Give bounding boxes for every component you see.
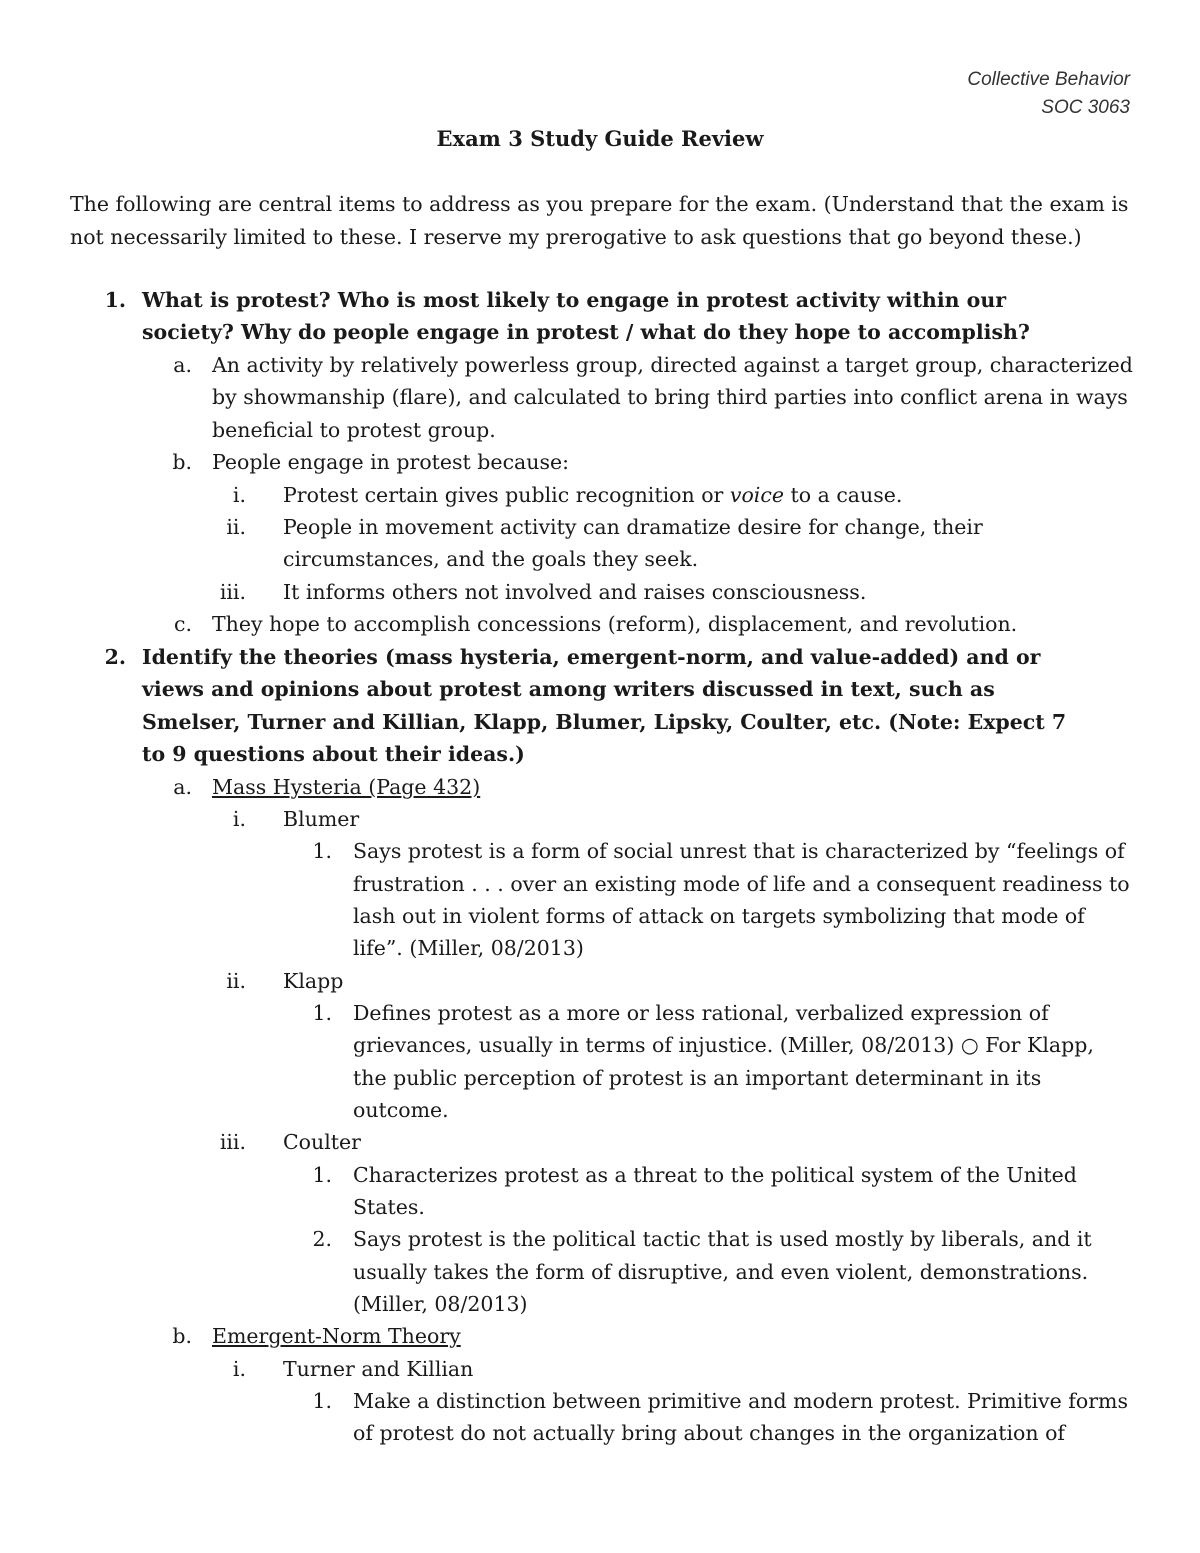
list-text: They hope to accomplish concessions (reform), displacement, and revolution. bbox=[212, 612, 1018, 636]
course-name: Collective Behavior bbox=[967, 69, 1130, 90]
list-marker: 1. bbox=[312, 1163, 332, 1187]
section-heading: Emergent-Norm Theory bbox=[212, 1324, 461, 1348]
list-marker: ii. bbox=[226, 515, 246, 539]
list-marker: 1. bbox=[312, 1389, 332, 1413]
list-marker: i. bbox=[232, 807, 246, 831]
author-name: Blumer bbox=[283, 807, 360, 831]
list-text: Says protest is the political tactic that is used mostly by liberals, and it bbox=[353, 1227, 1092, 1251]
list-marker: ii. bbox=[226, 969, 246, 993]
list-text: It informs others not involved and raises consciousness. bbox=[283, 580, 867, 604]
list-text: life”. (Miller, 08/2013) bbox=[353, 936, 584, 960]
question-text: views and opinions about protest among writers discussed in text, such as bbox=[142, 677, 995, 701]
list-text: grievances, usually in terms of injustice. (Miller, 08/2013) ○ For Klapp, bbox=[353, 1033, 1094, 1057]
question-text: Smelser, Turner and Killian, Klapp, Blumer, Lipsky, Coulter, etc. (Note: Expect 7 bbox=[142, 710, 1067, 734]
list-text: Characterizes protest as a threat to the political system of the United bbox=[353, 1163, 1077, 1187]
list-marker: b. bbox=[172, 1324, 192, 1348]
list-text: Says protest is a form of social unrest that is characterized by “feelings of bbox=[353, 839, 1125, 863]
intro-line: not necessarily limited to these. I reserve my prerogative to ask questions that go beyond these.) bbox=[70, 224, 1082, 249]
list-marker: c. bbox=[174, 612, 192, 636]
list-text: Make a distinction between primitive and modern protest. Primitive forms bbox=[353, 1389, 1128, 1413]
list-marker: a. bbox=[173, 353, 192, 377]
list-marker: 1. bbox=[312, 839, 332, 863]
page-title: Exam 3 Study Guide Review bbox=[436, 126, 764, 151]
list-text: outcome. bbox=[353, 1098, 449, 1122]
list-marker: iii. bbox=[219, 580, 246, 604]
list-text: frustration . . . over an existing mode of life and a consequent readiness to bbox=[353, 872, 1130, 896]
list-text: States. bbox=[353, 1195, 425, 1219]
list-text: (Miller, 08/2013) bbox=[353, 1292, 528, 1316]
list-text: lash out in violent forms of attack on targets symbolizing that mode of bbox=[353, 904, 1085, 928]
list-marker: i. bbox=[232, 1357, 246, 1381]
section-heading: Mass Hysteria (Page 432) bbox=[212, 775, 481, 799]
list-text: of protest do not actually bring about changes in the organization of bbox=[353, 1421, 1065, 1445]
list-marker: i. bbox=[232, 483, 246, 507]
course-code: SOC 3063 bbox=[1041, 97, 1130, 118]
author-name: Klapp bbox=[283, 969, 344, 993]
list-text: by showmanship (flare), and calculated to bring third parties into conflict arena in ways bbox=[212, 385, 1128, 409]
question-text: to 9 questions about their ideas.) bbox=[142, 742, 525, 766]
list-marker: a. bbox=[173, 775, 192, 799]
list-marker: b. bbox=[172, 450, 192, 474]
list-text: beneficial to protest group. bbox=[212, 418, 496, 442]
question-text: What is protest? Who is most likely to engage in protest activity within our bbox=[142, 288, 1007, 312]
list-text: People engage in protest because: bbox=[212, 450, 570, 474]
author-name: Turner and Killian bbox=[283, 1357, 474, 1381]
list-text: People in movement activity can dramatize desire for change, their bbox=[283, 515, 983, 539]
list-marker: 2. bbox=[312, 1227, 332, 1251]
list-text: the public perception of protest is an important determinant in its bbox=[353, 1066, 1042, 1090]
list-text: usually takes the form of disruptive, and even violent, demonstrations. bbox=[353, 1260, 1089, 1284]
list-text: An activity by relatively powerless group, directed against a target group, characterized bbox=[212, 353, 1133, 377]
question-text: society? Why do people engage in protest / what do they hope to accomplish? bbox=[142, 320, 1030, 344]
list-marker: iii. bbox=[219, 1130, 246, 1154]
intro-line: The following are central items to address as you prepare for the exam. (Understand that the exam is bbox=[70, 192, 1129, 216]
list-text: Defines protest as a more or less rational, verbalized expression of bbox=[353, 1001, 1049, 1025]
list-text: circumstances, and the goals they seek. bbox=[283, 547, 699, 571]
intro-paragraph bbox=[70, 188, 1130, 253]
list-text: Protest certain gives public recognition or voice to a cause. bbox=[283, 483, 903, 507]
author-name: Coulter bbox=[283, 1130, 361, 1154]
list-number: 1. bbox=[104, 288, 126, 312]
list-number: 2. bbox=[104, 645, 126, 669]
question-text: Identify the theories (mass hysteria, emergent-norm, and value-added) and or bbox=[142, 645, 1041, 669]
list-marker: 1. bbox=[312, 1001, 332, 1025]
